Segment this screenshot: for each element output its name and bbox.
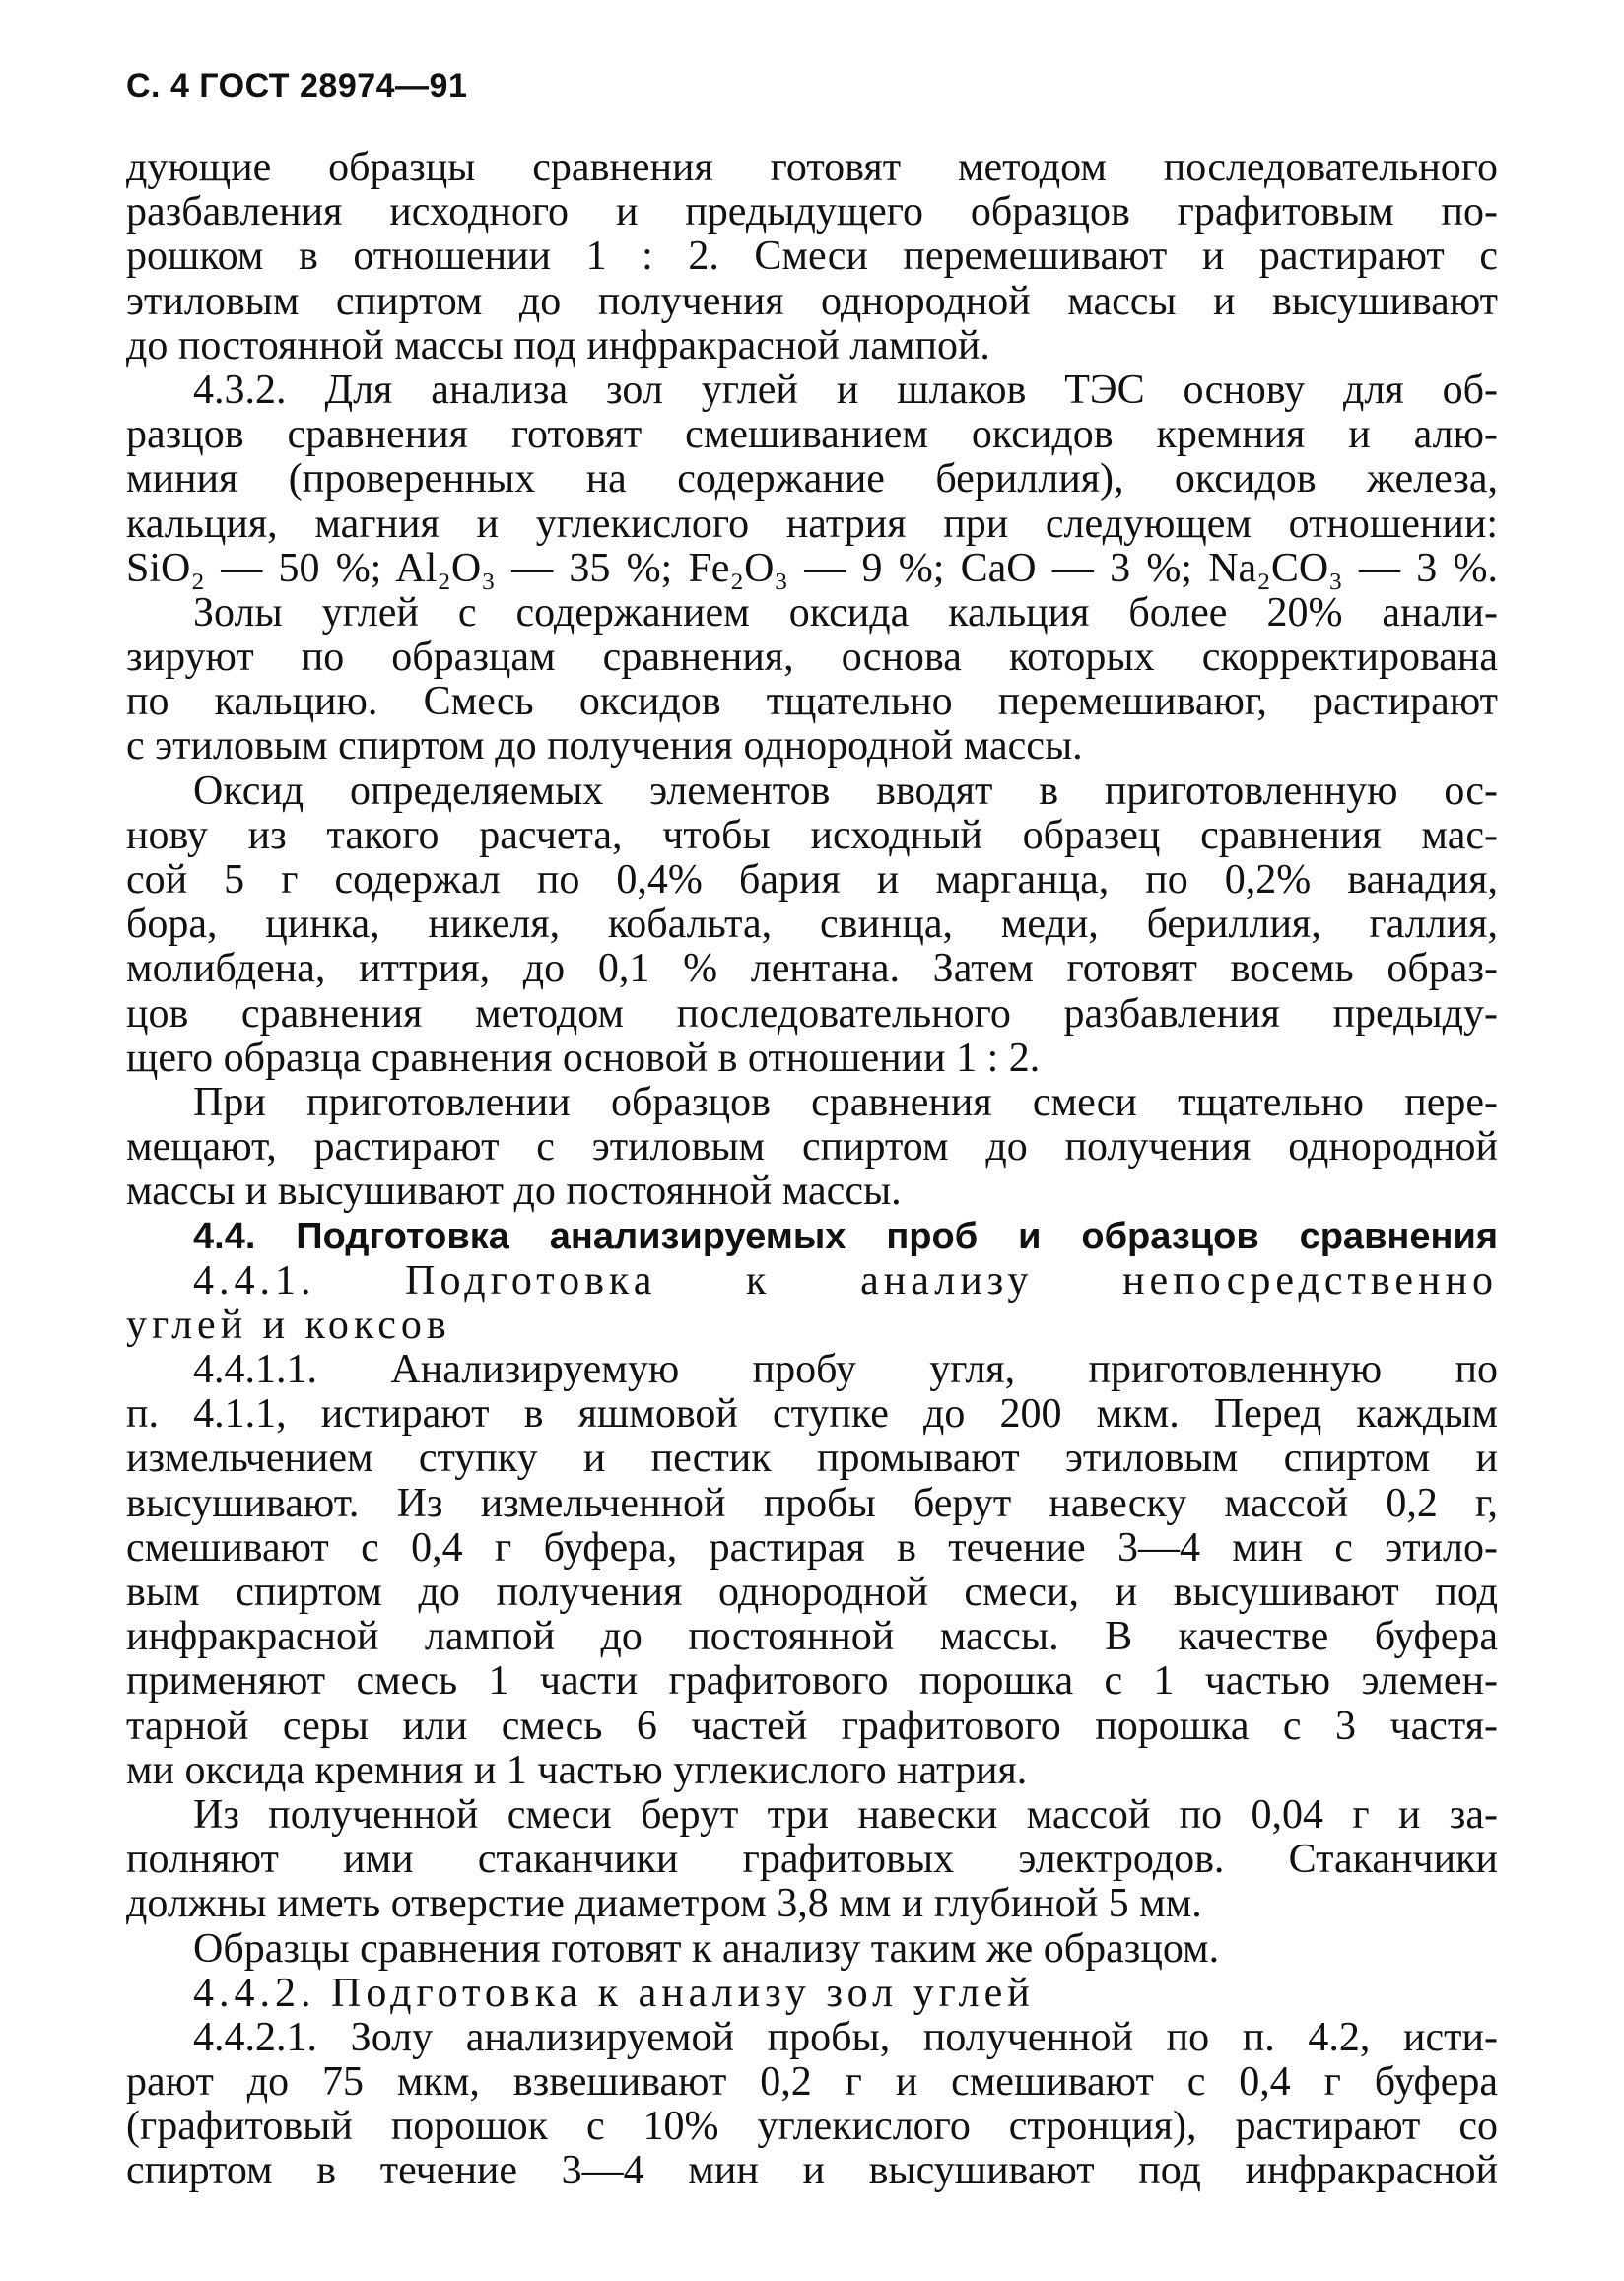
text-line: 4.4.2.1. Золу анализируемой пробы, полученной по п. 4.2, исти- bbox=[193, 2015, 1498, 2060]
text-line: 4.4.2. Подготовка к анализу зол углей bbox=[193, 1971, 1035, 2016]
text-line: вым спиртом до получения однородной смеси, и высушивают под bbox=[126, 1571, 1498, 1615]
text-line: тарной серы или смесь 6 частей графитового порошка с 3 частя- bbox=[126, 1704, 1498, 1749]
text-line: до постоянной массы под инфракрасной лампой. bbox=[126, 323, 990, 369]
text-line: инфракрасной лампой до постоянной массы. В качестве буфера bbox=[126, 1615, 1498, 1660]
text-line: цов сравнения методом последовательного разбавления предыду- bbox=[126, 991, 1498, 1037]
text-line: с этиловым спиртом до получения однородной массы. bbox=[126, 724, 1083, 770]
text-line: щего образца сравнения основой в отношении 1 : 2. bbox=[126, 1036, 1041, 1081]
page-header: С. 4 ГОСТ 28974—91 bbox=[126, 67, 468, 104]
text-line: Оксид определяемых элементов вводят в приготовленную ос- bbox=[193, 769, 1498, 814]
text-line: 4.4.1.1. Анализируемую пробу угля, приготовленную по bbox=[193, 1348, 1498, 1393]
text-line: зируют по образцам сравнения, основа которых скорректирована bbox=[126, 636, 1498, 681]
text-line: применяют смесь 1 части графитового порошка с 1 частью элемен- bbox=[126, 1659, 1498, 1705]
text-line: SiO₂ — 50 %; Al₂O₃ — 35 %; Fe₂O₃ — 9 %; CaO — 3 %; Na₂CO₃ — 3 %. bbox=[126, 546, 1498, 591]
text-line: п. 4.1.1, истирают в яшмовой ступке до 200 мкм. Перед каждым bbox=[126, 1392, 1498, 1438]
text-line: 4.3.2. Для анализа зол углей и шлаков ТЭС основу для об- bbox=[193, 368, 1498, 413]
text-line: полняют ими стаканчики графитовых электродов. Стаканчики bbox=[126, 1838, 1498, 1883]
text-line: дующие образцы сравнения готовят методом последовательного bbox=[126, 146, 1498, 190]
text-line: 4.4.1. Подготовка к анализу непосредственно bbox=[193, 1258, 1498, 1304]
text-line: рошком в отношении 1 : 2. Смеси перемешивают и растирают с bbox=[126, 235, 1498, 280]
text-line: мещают, растирают с этиловым спиртом до получения однородной bbox=[126, 1125, 1498, 1171]
text-line: нову из такого расчета, чтобы исходный образец сравнения мас- bbox=[126, 813, 1498, 858]
text-line: 4.4. Подготовка анализируемых проб и образцов сравнения bbox=[193, 1215, 1498, 1257]
document-body bbox=[126, 146, 1498, 2194]
text-line: кальция, магния и углекислого натрия при следующем отношении: bbox=[126, 502, 1498, 547]
text-line: высушивают. Из измельченной пробы берут навеску массой 0,2 г, bbox=[126, 1481, 1498, 1526]
text-line: массы и высушивают до постоянной массы. bbox=[126, 1170, 902, 1215]
text-line: разцов сравнения готовят смешиванием оксидов кремния и алю- bbox=[126, 413, 1498, 458]
text-line: этиловым спиртом до получения однородной массы и высушивают bbox=[126, 279, 1498, 324]
text-line: смешивают с 0,4 г буфера, растирая в течение 3—4 мин с этило- bbox=[126, 1525, 1498, 1571]
text-line: бора, цинка, никеля, кобальта, свинца, меди, бериллия, галлия, bbox=[126, 903, 1498, 948]
text-line: разбавления исходного и предыдущего образцов графитовым по- bbox=[126, 190, 1498, 235]
text-line: спиртом в течение 3—4 мин и высушивают под инфракрасной bbox=[126, 2149, 1498, 2194]
text-line: измельчением ступку и пестик промывают этиловым спиртом и bbox=[126, 1437, 1498, 1482]
text-line: по кальцию. Смесь оксидов тщательно перемешиваюг, растирают bbox=[126, 680, 1498, 725]
text-line: ми оксида кремния и 1 частью углекислого натрия. bbox=[126, 1748, 1028, 1793]
text-line: миния (проверенных на содержание бериллия), оксидов железа, bbox=[126, 457, 1498, 503]
text-line: углей и коксов bbox=[126, 1303, 451, 1348]
text-line: (графитовый порошок с 10% углекислого стронция), растирают со bbox=[126, 2105, 1498, 2150]
text-line: рают до 75 мкм, взвешивают 0,2 г и смешивают с 0,4 г буфера bbox=[126, 2060, 1498, 2106]
text-line: Золы углей с содержанием оксида кальция более 20% анали- bbox=[193, 590, 1498, 636]
text-line: Из полученной смеси берут три навески массой по 0,04 г и за- bbox=[193, 1792, 1498, 1838]
text-line: сой 5 г содержал по 0,4% бария и марганца, по 0,2% ванадия, bbox=[126, 858, 1498, 903]
text-line: должны иметь отверстие диаметром 3,8 мм и глубиной 5 мм. bbox=[126, 1882, 1202, 1927]
text-line: При приготовлении образцов сравнения смеси тщательно пере- bbox=[193, 1080, 1498, 1125]
text-line: Образцы сравнения готовят к анализу таким же образцом. bbox=[193, 1926, 1220, 1972]
text-line: молибдена, иттрия, до 0,1 % лентана. Затем готовят восемь образ- bbox=[126, 947, 1498, 992]
